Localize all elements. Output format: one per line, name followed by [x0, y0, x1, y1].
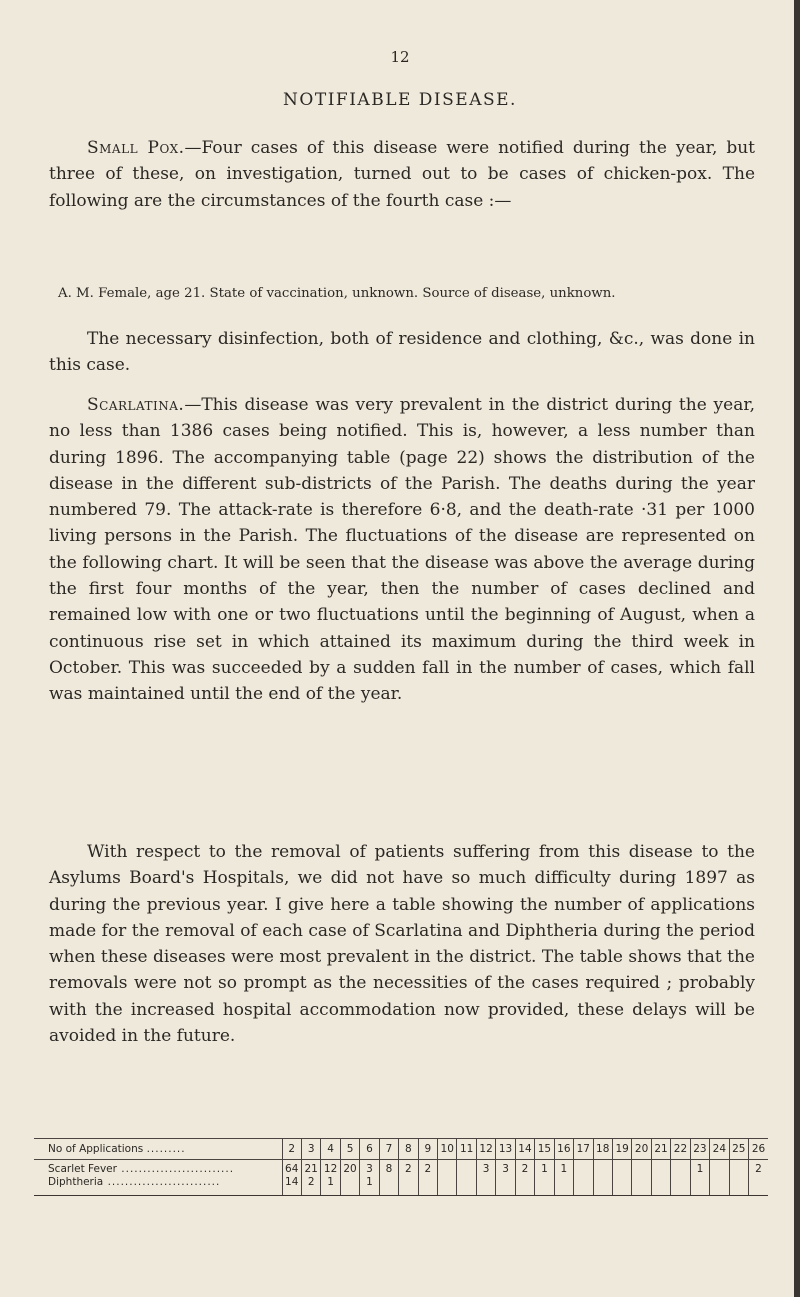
table-cell: 2: [301, 1176, 320, 1196]
table-cell: 2: [515, 1160, 534, 1177]
table-column-header: 14: [515, 1139, 534, 1160]
table-column-header: 8: [399, 1139, 418, 1160]
table-cell: 1: [535, 1160, 554, 1177]
table-column-header: 10: [438, 1139, 457, 1160]
page-edge: [794, 0, 800, 1297]
table-cell: [438, 1160, 457, 1177]
table-row: [34, 1160, 768, 1177]
table-cell: [379, 1176, 398, 1196]
table-cell: [632, 1160, 651, 1177]
table-column-header: 6: [360, 1139, 379, 1160]
table-cell: [729, 1176, 748, 1196]
table-cell: 1: [360, 1176, 379, 1196]
table-column-header: 22: [671, 1139, 690, 1160]
case-note: [58, 285, 758, 302]
table-column-header: 2: [282, 1139, 301, 1160]
table-cell: [710, 1176, 729, 1196]
table-cell: 3: [476, 1160, 495, 1177]
table-cell: [612, 1176, 631, 1196]
table-cell: 3: [496, 1160, 515, 1177]
small-pox-text: —Four cases of this disease were notified during the year, but three of these, on investigation, turned out to be cases of chicken-pox. The following are the circumstances of the fourth case :—: [49, 138, 755, 211]
table-column-header: 12: [476, 1139, 495, 1160]
table-cell: [612, 1160, 631, 1177]
table-cell: 2: [749, 1160, 769, 1177]
table-cell: [593, 1160, 612, 1177]
table-cell: 8: [379, 1160, 398, 1177]
table-cell: [632, 1176, 651, 1196]
table-cell: 3: [360, 1160, 379, 1177]
case-note-text: A. M. Female, age 21. State of vaccination, unknown. Source of disease, unknown.: [58, 286, 616, 301]
table-cell: [418, 1176, 437, 1196]
table-cell: 12: [321, 1160, 340, 1177]
table-column-header: 11: [457, 1139, 476, 1160]
table-cell: [671, 1160, 690, 1177]
scarlatina-title: Scarlatina.: [87, 395, 185, 415]
table-cell: [515, 1176, 534, 1196]
table-column-header: 19: [612, 1139, 631, 1160]
table-cell: 1: [554, 1160, 573, 1177]
table-cell: [710, 1160, 729, 1177]
table-cell: [574, 1160, 593, 1177]
table-column-header: 24: [710, 1139, 729, 1160]
table-row: [34, 1176, 768, 1196]
table-cell: [496, 1176, 515, 1196]
table-header-label: No of Applications .........: [34, 1139, 282, 1160]
table-column-header: 20: [632, 1139, 651, 1160]
table-column-header: 23: [690, 1139, 709, 1160]
table-cell: [749, 1176, 769, 1196]
disinfection-paragraph: The necessary disinfection, both of residence and clothing, &c., was done in this case.: [49, 329, 755, 376]
table-column-header: 7: [379, 1139, 398, 1160]
section-heading: NOTIFIABLE DISEASE.: [283, 90, 517, 110]
removal-paragraph: With respect to the removal of patients suffering from this disease to the Asylums Board's Hospitals, we did not have so much difficulty during 1897 as during the previous year. I give here a table showing the number of applications made for the removal of each case of Scarlatina and Diphtheria during the period when these diseases were most prevalent in the district. The table shows that the removals were not so prompt as the necessities of the cases required ; probably with the increased hospital accommodation now provided, these delays will be avoided in the future.: [49, 842, 755, 1047]
table-column-header: 21: [651, 1139, 670, 1160]
table-column-header: 16: [554, 1139, 573, 1160]
table-cell: [438, 1176, 457, 1196]
table-column-header: 9: [418, 1139, 437, 1160]
scarlatina-text: —This disease was very prevalent in the district during the year, no less than 1386 cases being notified. This is, however, a less number than during 1896. The accompanying table (page 22) shows the distribution of the disease in the different sub-districts of the Parish. The deaths during the year numbered 79. The attack-rate is therefore 6·8, and the death-rate ·31 per 1000 living persons in the Parish. The fluctuations of the disease are represented on the following chart. It will be seen that the disease was above the average during the first four months of the year, then the number of cases declined and remained low with one or two fluctuations until the beginning of August, when a continuous rise set in which attained its maximum during the third week in October. This was succeeded by a sudden fall in the number of cases, which fall was maintained until the end of the year.: [49, 395, 755, 705]
table-cell: [457, 1160, 476, 1177]
table-cell: [399, 1176, 418, 1196]
table-cell: 14: [282, 1176, 301, 1196]
table-cell: [671, 1176, 690, 1196]
table-cell: [340, 1176, 359, 1196]
table-cell: 64: [282, 1160, 301, 1177]
table-cell: [690, 1176, 709, 1196]
table-cell: [574, 1176, 593, 1196]
table-cell: [457, 1176, 476, 1196]
table-column-header: 25: [729, 1139, 748, 1160]
table-cell: 1: [321, 1176, 340, 1196]
table-cell: [651, 1160, 670, 1177]
table-cell: 21: [301, 1160, 320, 1177]
table-cell: [651, 1176, 670, 1196]
small-pox-paragraph: [49, 135, 755, 214]
small-pox-title: Small Pox.: [87, 138, 185, 158]
table-cell: 20: [340, 1160, 359, 1177]
table-column-header: 3: [301, 1139, 320, 1160]
table-column-header: 5: [340, 1139, 359, 1160]
table-column-header: 17: [574, 1139, 593, 1160]
table-column-header: 18: [593, 1139, 612, 1160]
table-row-label: Scarlet Fever ..........................: [48, 1163, 235, 1175]
table-cell: [535, 1176, 554, 1196]
table-column-header: 13: [496, 1139, 515, 1160]
table-cell: [729, 1160, 748, 1177]
table-row-label: Diphtheria ..........................: [34, 1176, 282, 1196]
table-cell: [554, 1176, 573, 1196]
page-number: 12: [390, 48, 410, 66]
table-column-header: 26: [749, 1139, 769, 1160]
table-cell: [593, 1176, 612, 1196]
table-cell: 2: [418, 1160, 437, 1177]
scarlatina-paragraph: [49, 392, 755, 708]
table-header-row: [34, 1139, 768, 1160]
table-cell: [476, 1176, 495, 1196]
table-column-header: 4: [321, 1139, 340, 1160]
table-cell: 2: [399, 1160, 418, 1177]
table-column-header: 15: [535, 1139, 554, 1160]
applications-table: [34, 1138, 768, 1196]
table-cell: 1: [690, 1160, 709, 1177]
